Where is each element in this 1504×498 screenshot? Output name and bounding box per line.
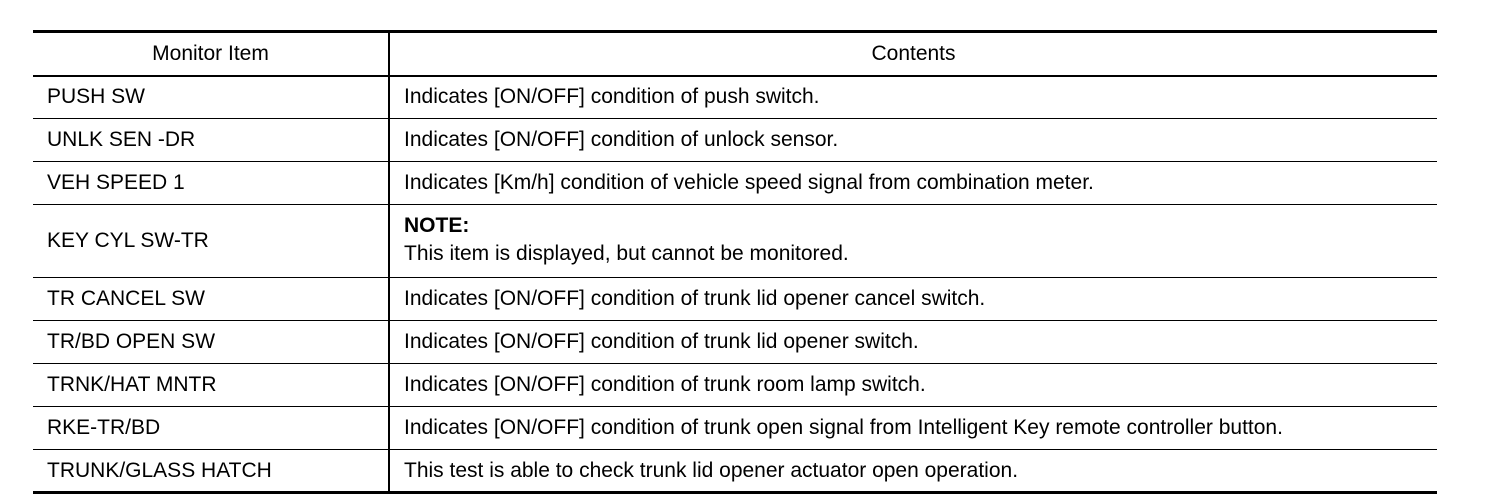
contents-cell: Indicates [ON/OFF] condition of trunk open signal from Intelligent Key remote controller button. bbox=[389, 407, 1437, 450]
monitor-item-cell: TRNK/HAT MNTR bbox=[33, 364, 389, 407]
contents-cell: Indicates [ON/OFF] condition of unlock sensor. bbox=[389, 119, 1437, 162]
contents-cell: Indicates [ON/OFF] condition of trunk room lamp switch. bbox=[389, 364, 1437, 407]
table-row bbox=[33, 162, 1437, 205]
table-row bbox=[33, 450, 1437, 493]
table-row bbox=[33, 364, 1437, 407]
contents-cell-note bbox=[389, 205, 1437, 278]
monitor-item-cell: TR/BD OPEN SW bbox=[33, 321, 389, 364]
table-row bbox=[33, 278, 1437, 321]
header-row bbox=[33, 32, 1437, 76]
monitor-item-cell: TRUNK/GLASS HATCH bbox=[33, 450, 389, 493]
table-row bbox=[33, 321, 1437, 364]
table-row bbox=[33, 407, 1437, 450]
monitor-item-cell: TR CANCEL SW bbox=[33, 278, 389, 321]
note-text: This item is displayed, but cannot be monitored. bbox=[404, 242, 849, 265]
header-contents: Contents bbox=[389, 32, 1437, 76]
table-row bbox=[33, 205, 1437, 278]
contents-cell: Indicates [ON/OFF] condition of trunk lid opener switch. bbox=[389, 321, 1437, 364]
note-title: NOTE: bbox=[404, 214, 470, 237]
table-header bbox=[33, 32, 1437, 76]
table-body bbox=[33, 76, 1437, 493]
monitor-item-cell: UNLK SEN -DR bbox=[33, 119, 389, 162]
contents-cell: This test is able to check trunk lid opener actuator open operation. bbox=[389, 450, 1437, 493]
monitor-item-cell: KEY CYL SW-TR bbox=[33, 205, 389, 278]
contents-cell: Indicates [ON/OFF] condition of push switch. bbox=[389, 76, 1437, 119]
contents-cell: Indicates [Km/h] condition of vehicle speed signal from combination meter. bbox=[389, 162, 1437, 205]
monitor-item-cell: RKE-TR/BD bbox=[33, 407, 389, 450]
contents-cell: Indicates [ON/OFF] condition of trunk lid opener cancel switch. bbox=[389, 278, 1437, 321]
monitor-table bbox=[33, 30, 1437, 494]
header-monitor-item: Monitor Item bbox=[33, 32, 389, 76]
table-row bbox=[33, 119, 1437, 162]
monitor-item-cell: PUSH SW bbox=[33, 76, 389, 119]
monitor-table-container bbox=[33, 30, 1437, 494]
monitor-item-cell: VEH SPEED 1 bbox=[33, 162, 389, 205]
table-row bbox=[33, 76, 1437, 119]
